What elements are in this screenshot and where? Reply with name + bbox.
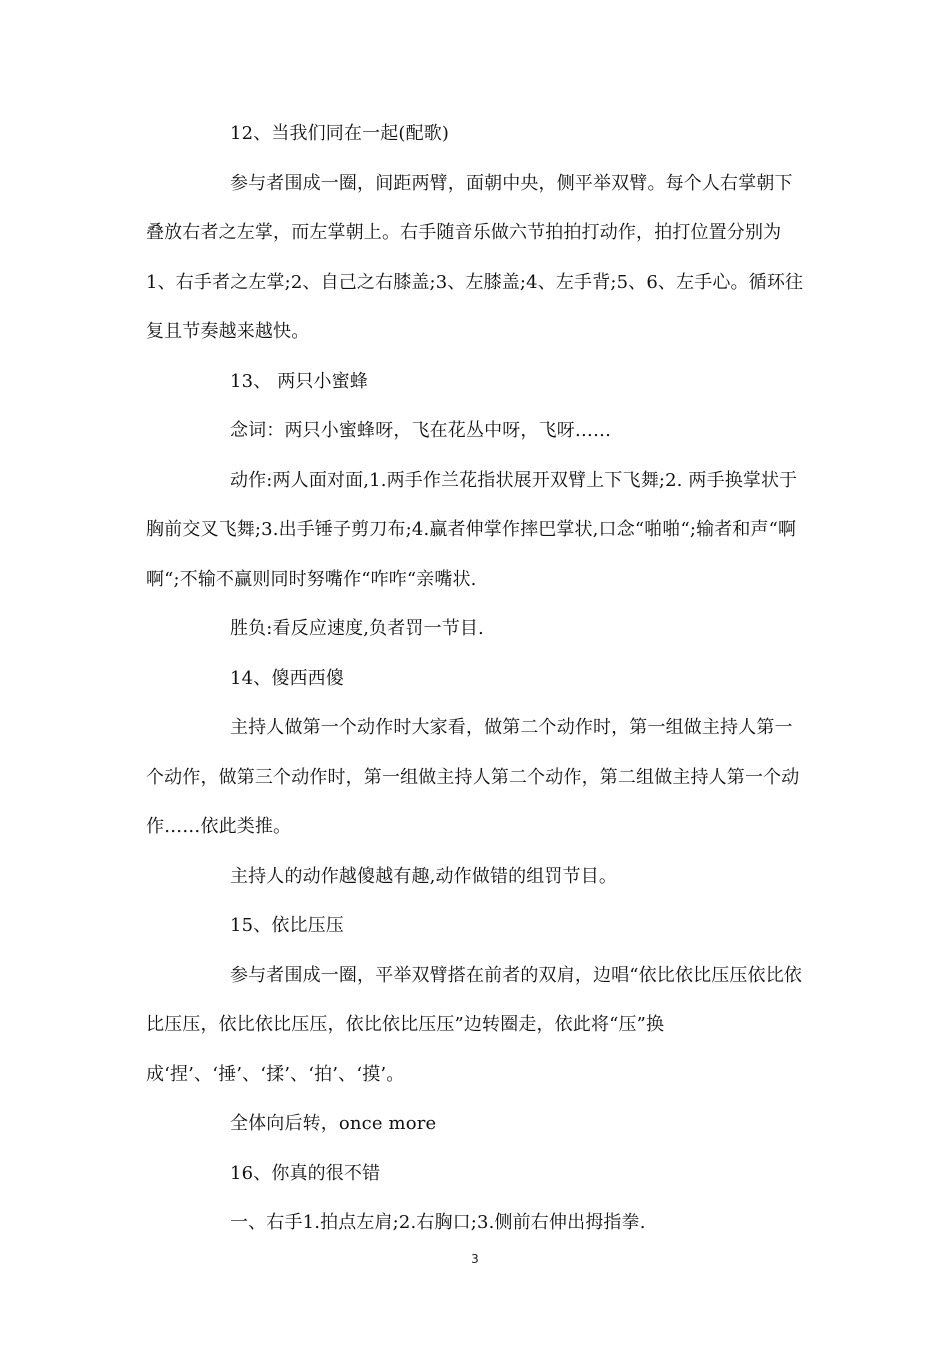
paragraph-13-result: 胜负:看反应速度,负者罚一节目. (230, 618, 484, 639)
paragraph-14-body: 主持人做第一个动作时大家看，做第二个动作时，第一组做主持人第一个动作，做第三个动作时，第一组做主持人第二个动作，第二组做主持人第一个动作……依此类推。 (146, 717, 800, 837)
paragraph-12-body: 参与者围成一圈，间距两臂，面朝中央，侧平举双臂。每个人右掌朝下叠放右者之左掌，而左掌朝上。右手随音乐做六节拍拍打动作，拍打位置分别为1、右手者之左掌;2、自己之右膝盖;3、左膝盖;4、左手背;5、6、左手心。循环往复且节奏越来越快。 (146, 172, 804, 342)
heading-14: 14、傻西西傻 (230, 667, 344, 689)
paragraph-13-actions: 动作:两人面对面,1.两手作兰花指状展开双臂上下飞舞;2. 两手换掌状于胸前交叉飞舞;3.出手锤子剪刀布;4.赢者伸掌作摔巴掌状,口念“啪啪“;输者和声“啊啊“;不输不赢则同时努嘴作“咋咋“亲嘴状. (146, 469, 798, 590)
page-number: 3 (471, 1252, 479, 1266)
heading-15: 15、依比压压 (230, 915, 344, 936)
paragraph-13-lyrics: 念词：两只小蜜蜂呀，飞在花丛中呀，飞呀…… (230, 420, 612, 441)
paragraph-16-step-1: 一、右手1.拍点左肩;2.右胸口;3.侧前右伸出拇指拳. (230, 1212, 646, 1233)
paragraph-15-note: 全体向后转，once more (230, 1113, 437, 1134)
heading-13: 13、 两只小蜜蜂 (230, 370, 368, 392)
heading-16: 16、你真的很不错 (230, 1162, 381, 1184)
paragraph-14-note: 主持人的动作越傻越有趣,动作做错的组罚节目。 (230, 865, 618, 887)
heading-12: 12、当我们同在一起(配歌) (230, 123, 450, 144)
paragraph-15-body: 参与者围成一圈，平举双臂搭在前者的双肩，边唱“依比依比压压依比依比压压，依比依比压压，依比依比压压”边转圈走，依此将“压”换成‘捏’、‘捶’、‘揉’、‘拍’、‘摸’。 (146, 964, 802, 1085)
document-body (146, 109, 806, 1248)
